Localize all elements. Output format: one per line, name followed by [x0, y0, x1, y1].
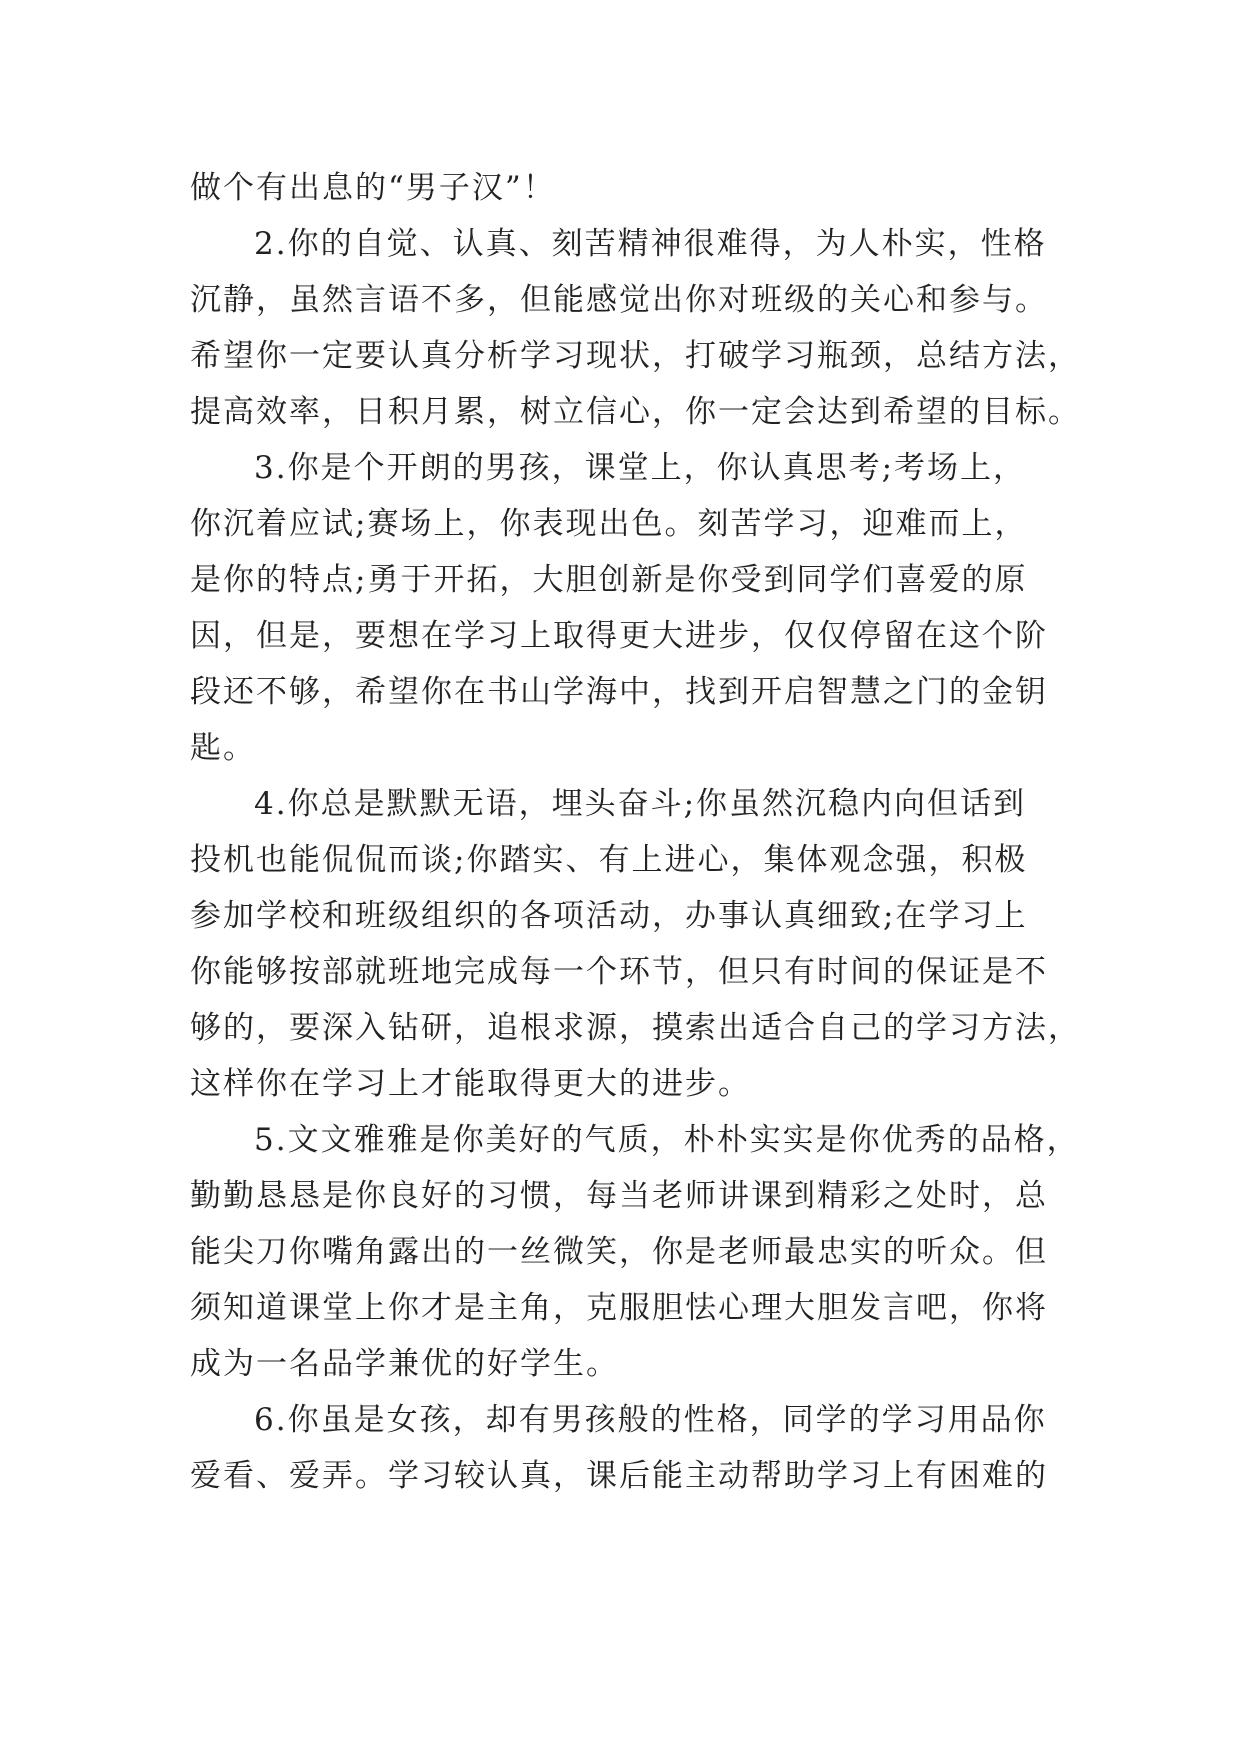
text-line-21: 须知道课堂上你才是主角，克服胆怯心理大胆发言吧，你将 [190, 1290, 1048, 1326]
text-line-9: 因，但是，要想在学习上取得更大进步，仅仅停留在这个阶 [190, 618, 1048, 654]
text-line-1: 做个有出息的“男子汉”！ [190, 170, 556, 206]
text-line-17: 这样你在学习上才能取得更大的进步。 [190, 1066, 751, 1102]
text-line-22: 成为一名品学兼优的好学生。 [190, 1346, 619, 1382]
text-line-8: 是你的特点;勇于开拓，大胆创新是你受到同学们喜爱的原 [190, 562, 1028, 598]
text-line-7: 你沉着应试;赛场上，你表现出色。刻苦学习，迎难而上， [190, 506, 1028, 542]
text-line-23: 6.你虽是女孩，却有男孩般的性格，同学的学习用品你 [254, 1402, 1047, 1438]
text-line-5: 提高效率，日积月累，树立信心，你一定会达到希望的目标。 [190, 394, 1081, 430]
text-line-16: 够的，要深入钻研，追根求源，摸索出适合自己的学习方法， [190, 1010, 1081, 1046]
text-line-4: 希望你一定要认真分析学习现状，打破学习瓶颈，总结方法， [190, 338, 1081, 374]
text-line-12: 4.你总是默默无语，埋头奋斗;你虽然沉稳内向但话到 [254, 786, 1027, 822]
text-line-24: 爱看、爱弄。学习较认真，课后能主动帮助学习上有困难的 [190, 1458, 1048, 1494]
text-line-11: 匙。 [190, 730, 256, 766]
document-body [190, 160, 1081, 1504]
text-line-3: 沉静，虽然言语不多，但能感觉出你对班级的关心和参与。 [190, 282, 1048, 318]
text-line-15: 你能够按部就班地完成每一个环节，但只有时间的保证是不 [190, 954, 1048, 990]
text-line-6: 3.你是个开朗的男孩，课堂上，你认真思考;考场上， [254, 450, 1027, 486]
text-line-10: 段还不够，希望你在书山学海中，找到开启智慧之门的金钥 [190, 674, 1048, 710]
text-line-13: 投机也能侃侃而谈;你踏实、有上进心，集体观念强，积极 [190, 842, 1028, 878]
text-line-14: 参加学校和班级组织的各项活动，办事认真细致;在学习上 [190, 898, 1028, 934]
text-line-18: 5.文文雅雅是你美好的气质，朴朴实实是你优秀的品格， [254, 1122, 1080, 1158]
text-line-20: 能尖刀你嘴角露出的一丝微笑，你是老师最忠实的听众。但 [190, 1234, 1048, 1270]
text-line-19: 勤勤恳恳是你良好的习惯，每当老师讲课到精彩之处时，总 [190, 1178, 1048, 1214]
text-line-2: 2.你的自觉、认真、刻苦精神很难得，为人朴实，性格 [254, 226, 1047, 262]
